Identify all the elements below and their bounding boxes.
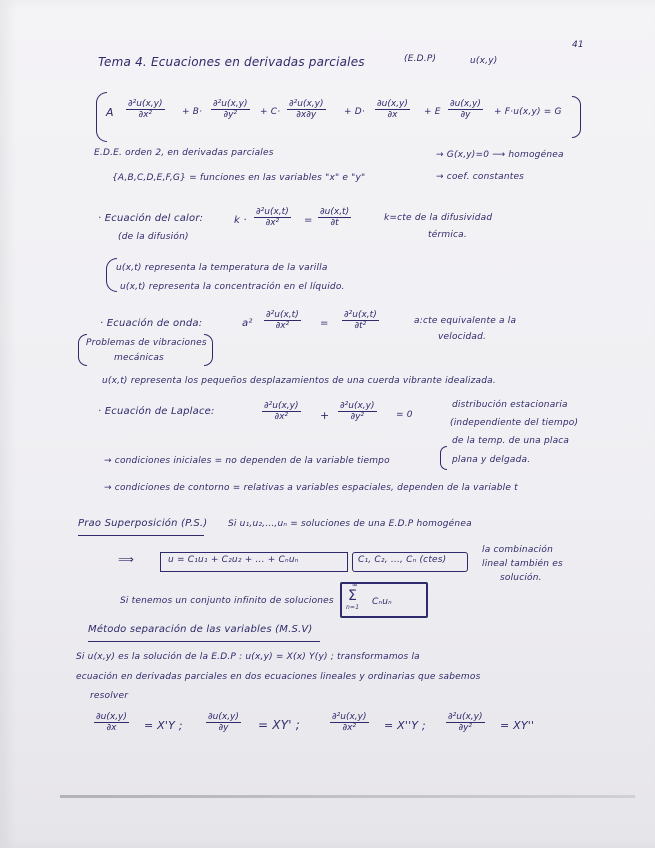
fraction-denominator: ∂y² bbox=[223, 110, 238, 121]
separation-line-2: ecuación en derivadas parciales en dos ecuaciones lineales y ordinarias que sabemos bbox=[76, 672, 481, 682]
laplace-note-1: distribución estacionaria bbox=[452, 400, 568, 410]
heat-rep-1: u(x,t) representa la temperatura de la varilla bbox=[116, 263, 328, 273]
heat-eq-rhs bbox=[318, 207, 351, 229]
title-function: u(x,y) bbox=[470, 56, 498, 66]
derivative-y bbox=[206, 712, 241, 734]
laplace-eq-label: · Ecuación de Laplace: bbox=[98, 406, 215, 417]
laplace-eq-rhs bbox=[338, 401, 377, 423]
general-eq-e: + E bbox=[424, 107, 441, 117]
fraction-numerator: ∂²u(x,y) bbox=[128, 99, 163, 109]
constant-coef-note: → coef. constantes bbox=[436, 172, 525, 182]
wave-eq-a2: a² bbox=[242, 318, 253, 329]
fraction-numerator: ∂²u(x,y) bbox=[448, 712, 483, 722]
fraction-numerator: ∂²u(x,t) bbox=[266, 310, 299, 320]
wave-eq-rhs bbox=[342, 310, 379, 332]
general-eq-term-c bbox=[287, 99, 326, 121]
heat-eq-k: k · bbox=[234, 215, 247, 226]
fraction-denominator: ∂x² bbox=[275, 321, 290, 332]
separation-underline bbox=[88, 641, 320, 642]
separation-heading: Método separación de las variables (M.S.V) bbox=[88, 624, 313, 635]
fraction-denominator: ∂x² bbox=[138, 110, 153, 121]
sum-upper-limit: ∞ bbox=[352, 581, 359, 589]
second-derivative-y bbox=[446, 712, 485, 734]
wave-eq-equals: = bbox=[320, 318, 329, 329]
derivative-y-rhs: = XY' ; bbox=[258, 718, 300, 732]
initial-conditions: → condiciones iniciales = no dependen de la variable tiempo bbox=[104, 456, 390, 466]
general-eq-term-a bbox=[126, 99, 165, 121]
wave-rep: u(x,t) representa los pequeños desplazamientos de una cuerda vibrante idealizada. bbox=[102, 376, 496, 386]
combination-formula: u = C₁u₁ + C₂u₂ + ... + Cₙuₙ bbox=[168, 555, 299, 565]
heat-eq-label: · Ecuación del calor: bbox=[98, 213, 204, 224]
second-derivative-x bbox=[330, 712, 369, 734]
general-eq-term-d bbox=[375, 99, 410, 121]
superposition-text: Si u₁,u₂,...,uₙ = soluciones de una E.D.P homogénea bbox=[228, 519, 472, 529]
fraction-denominator: ∂x² bbox=[265, 218, 280, 229]
implies-arrow: ⟹ bbox=[118, 553, 134, 566]
fraction-numerator: ∂²u(x,t) bbox=[344, 310, 377, 320]
fraction-denominator: ∂x² bbox=[342, 723, 357, 734]
laplace-eq-plus: + bbox=[320, 409, 330, 422]
laplace-note-3: de la temp. de una placa bbox=[452, 436, 570, 446]
combination-note-1: la combinación bbox=[482, 545, 553, 555]
fraction-denominator: ∂x bbox=[387, 110, 398, 121]
page-title: Tema 4. Ecuaciones en derivadas parciales bbox=[98, 55, 365, 69]
fraction-numerator: ∂²u(x,y) bbox=[289, 99, 324, 109]
heat-eq-note-1: k=cte de la difusividad bbox=[384, 213, 493, 223]
fraction-numerator: ∂u(x,y) bbox=[96, 712, 127, 722]
general-eq-right-brace bbox=[572, 96, 581, 138]
general-eq-a: A bbox=[106, 106, 114, 119]
fraction-denominator: ∂x² bbox=[274, 412, 289, 423]
sum-lower-limit: n=1 bbox=[346, 604, 360, 611]
fraction-numerator: ∂u(x,t) bbox=[320, 207, 350, 217]
fraction-numerator: ∂²u(x,y) bbox=[213, 99, 248, 109]
separation-line-3: resolver bbox=[90, 691, 129, 701]
general-eq-c: + C· bbox=[260, 107, 281, 117]
sum-term: Cₙuₙ bbox=[372, 597, 392, 607]
fraction-denominator: ∂t bbox=[330, 218, 339, 229]
wave-eq-note-2: velocidad. bbox=[438, 332, 487, 342]
title-abbrev: (E.D.P) bbox=[404, 54, 437, 64]
fraction-numerator: ∂²u(x,y) bbox=[340, 401, 375, 411]
fraction-denominator: ∂x bbox=[106, 723, 117, 734]
derivative-x bbox=[94, 712, 129, 734]
laplace-note-4: plana y delgada. bbox=[452, 455, 531, 465]
wave-eq-lhs bbox=[264, 310, 301, 332]
fraction-numerator: ∂²u(x,t) bbox=[256, 207, 289, 217]
fraction-denominator: ∂y² bbox=[350, 412, 365, 423]
fraction-denominator: ∂x∂y bbox=[296, 110, 317, 121]
fraction-numerator: ∂²u(x,y) bbox=[332, 712, 367, 722]
fraction-denominator: ∂y² bbox=[458, 723, 473, 734]
fraction-numerator: ∂u(x,y) bbox=[208, 712, 239, 722]
homogeneous-note: → G(x,y)=0 ⟶ homogénea bbox=[436, 150, 564, 160]
separation-line-1: Si u(x,y) es la solución de la E.D.P : u(x,y) = X(x) Y(y) ; transformamos la bbox=[76, 652, 420, 662]
second-derivative-y-rhs: = XY'' bbox=[500, 719, 535, 732]
superposition-heading: Prao Superposición (P.S.) bbox=[78, 518, 208, 529]
boundary-conditions: → condiciones de contorno = relativas a variables espaciales, dependen de la variable t bbox=[104, 483, 518, 493]
infinite-solutions-text: Si tenemos un conjunto infinito de soluciones bbox=[120, 596, 334, 606]
heat-eq-note-2: térmica. bbox=[428, 230, 467, 240]
laplace-note-2: (independiente del tiempo) bbox=[450, 418, 579, 428]
coefficient-set: {A,B,C,D,E,F,G} = funciones en las variables "x" e "y" bbox=[112, 173, 366, 183]
sum-symbol: Σ bbox=[348, 588, 358, 604]
general-eq-term-e bbox=[448, 99, 483, 121]
fraction-denominator: ∂y bbox=[218, 723, 229, 734]
edo-order-note: E.D.E. orden 2, en derivadas parciales bbox=[94, 148, 274, 158]
combination-note-2: lineal también es bbox=[482, 559, 563, 569]
combination-note-3: solución. bbox=[500, 573, 542, 583]
general-eq-term-b bbox=[211, 99, 250, 121]
wave-side-2: mecánicas bbox=[114, 353, 164, 363]
general-eq-tail: + F·u(x,y) = G bbox=[494, 107, 562, 117]
wave-eq-label: · Ecuación de onda: bbox=[100, 318, 203, 329]
derivative-x-rhs: = X'Y ; bbox=[144, 719, 183, 732]
general-eq-d: + D· bbox=[344, 107, 365, 117]
wave-side-1: Problemas de vibraciones bbox=[86, 338, 207, 348]
superposition-underline bbox=[78, 535, 204, 536]
fraction-numerator: ∂u(x,y) bbox=[450, 99, 481, 109]
heat-eq-sub: (de la difusión) bbox=[118, 232, 189, 242]
laplace-eq-equals: = 0 bbox=[396, 410, 413, 420]
fraction-denominator: ∂y bbox=[460, 110, 471, 121]
fraction-numerator: ∂²u(x,y) bbox=[264, 401, 299, 411]
general-eq-b: + B· bbox=[182, 107, 203, 117]
wave-eq-note-1: a:cte equivalente a la bbox=[414, 316, 517, 326]
heat-eq-equals: = bbox=[304, 215, 313, 226]
second-derivative-x-rhs: = X''Y ; bbox=[384, 719, 426, 732]
laplace-eq-lhs bbox=[262, 401, 301, 423]
page-number: 41 bbox=[572, 40, 584, 50]
heat-eq-lhs bbox=[254, 207, 291, 229]
fraction-denominator: ∂t² bbox=[354, 321, 367, 332]
fraction-numerator: ∂u(x,y) bbox=[377, 99, 408, 109]
constants-list: C₁, C₂, ..., Cₙ (ctes) bbox=[358, 555, 447, 565]
heat-rep-2: u(x,t) representa la concentración en el líquido. bbox=[120, 282, 345, 292]
laplace-note-brace bbox=[440, 446, 447, 470]
